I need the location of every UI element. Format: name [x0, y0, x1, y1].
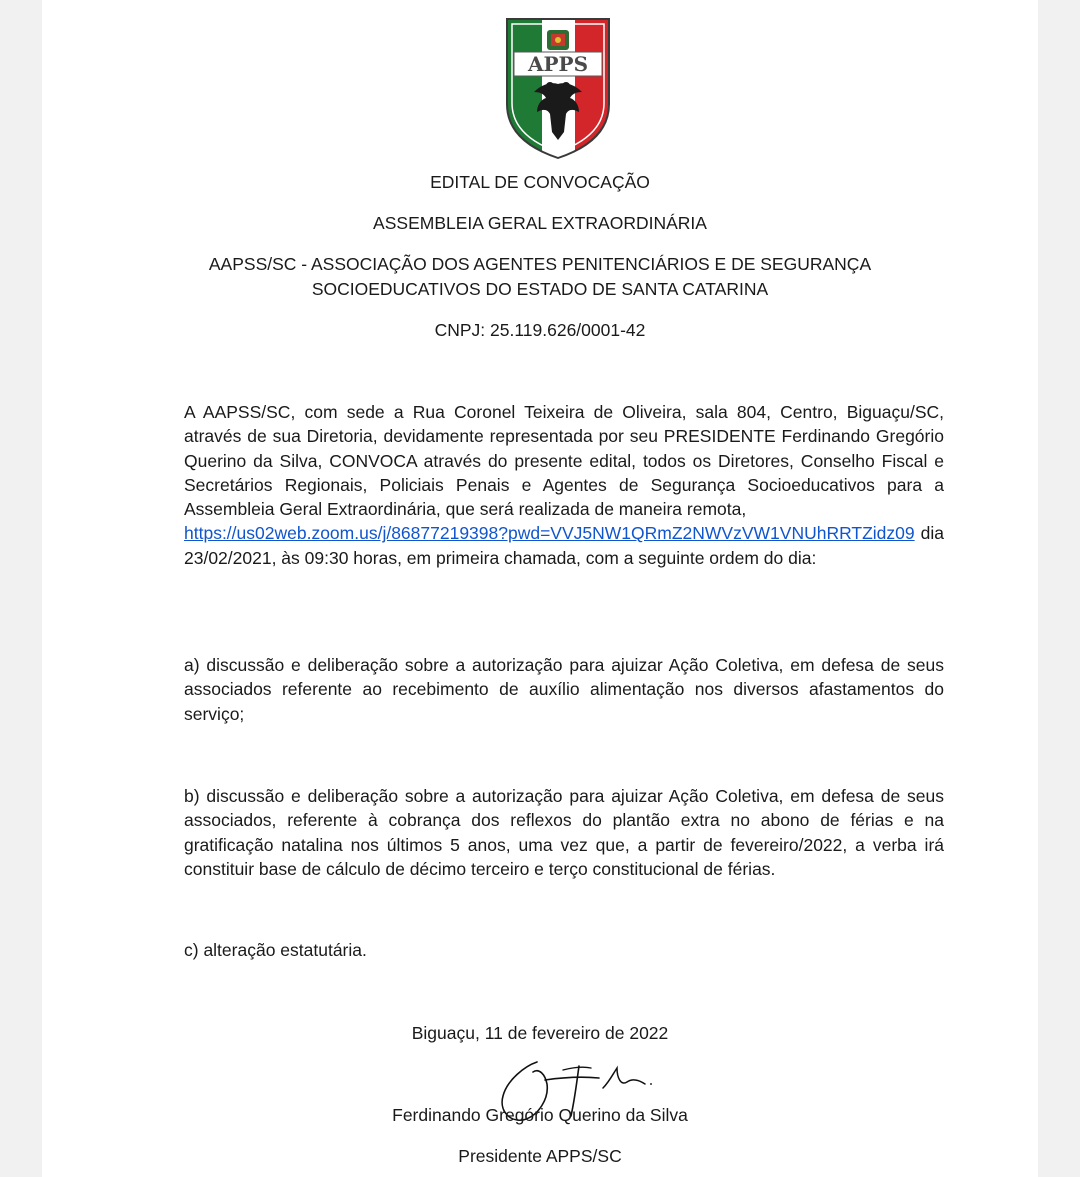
- intro-paragraph: [184, 400, 944, 570]
- document-subtitle: ASSEMBLEIA GERAL EXTRAORDINÁRIA: [373, 213, 707, 233]
- document-page: [42, 0, 1038, 1177]
- zoom-meeting-link[interactable]: https://us02web.zoom.us/j/86877219398?pwd=VVJ5NW1QRmZ2NWVzVW1VNUhRRTZidz09: [184, 523, 915, 544]
- organization-line-2: SOCIOEDUCATIVOS DO ESTADO DE SANTA CATARINA: [311, 279, 769, 299]
- coat-of-arms-icon: [547, 30, 569, 50]
- apps-shield-logo: [504, 16, 612, 160]
- logo-text: APPS: [527, 52, 589, 76]
- signer-name: Ferdinando Gregório Querino da Silva: [392, 1105, 688, 1125]
- signer-role: Presidente APPS/SC: [458, 1146, 622, 1166]
- agenda-item-b: b) discussão e deliberação sobre a autorização para ajuizar Ação Coletiva, em defesa de seus associados, referente à cobrança dos reflexos do plantão extra no abono de férias e na gratificação natalina nos últimos 5 anos, uma vez que, a partir de fevereiro/2022, a verba irá constituir base de cálculo de décimo terceiro e terço constitucional de férias.: [184, 786, 944, 879]
- organization-line-1: AAPSS/SC - ASSOCIAÇÃO DOS AGENTES PENITENCIÁRIOS E DE SEGURANÇA: [208, 254, 872, 274]
- agenda-item-c: c) alteração estatutária.: [184, 940, 367, 960]
- cnpj-number: CNPJ: 25.119.626/0001-42: [434, 320, 646, 340]
- meeting-date-text: dia 23/02/2021, às 09:30 horas, em primeira chamada, com a seguinte ordem do dia:: [184, 523, 944, 568]
- place-and-date: Biguaçu, 11 de fevereiro de 2022: [411, 1023, 669, 1043]
- document-title: EDITAL DE CONVOCAÇÃO: [430, 172, 650, 192]
- agenda-item-a: a) discussão e deliberação sobre a autorização para ajuizar Ação Coletiva, em defesa de seus associados referente ao recebimento de auxílio alimentação nos diversos afastamentos do serviço;: [184, 655, 944, 724]
- intro-text: A AAPSS/SC, com sede a Rua Coronel Teixeira de Oliveira, sala 804, Centro, Biguaçu/SC, através de sua Diretoria, devidamente representada por seu PRESIDENTE Ferdinando Gregório Querino da Silva, CONVOCA através do presente edital, todos os Diretores, Conselho Fiscal e Secretários Regionais, Policiais Penais e Agentes de Segurança Socioeducativos para a Assembleia Geral Extraordinária, que será realizada de maneira remota,: [184, 402, 944, 520]
